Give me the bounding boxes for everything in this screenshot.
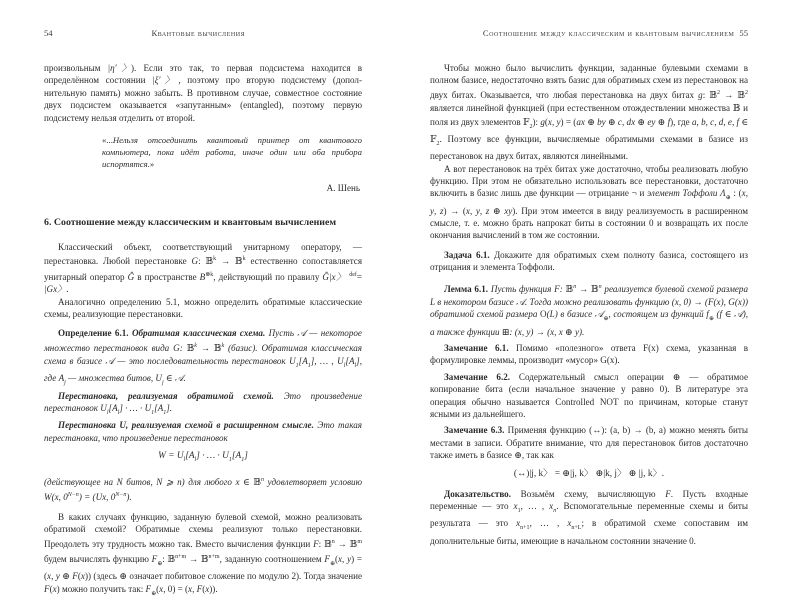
lemma-label: Лемма 6.1. bbox=[444, 283, 489, 294]
right-paragraph-2: А вот перестановок на трёх битах уже достаточно, чтобы реализовать любую функцию. При этом не обязательно использовать все перестановки, достаточно включить в базис лишь две функции — отрицание ¬ и элемент Тоффоли $\Lambda_\oplus$ : (x, y, z) → (x, y, z ⊕ xy). При этом имеется в виду реализуемость в расширенном смысле, т. е. можно брать напрокат биты в состоянии 0 и возвращать их после окончания вычислений в том же состоянии. bbox=[430, 163, 749, 241]
section-number: 6. bbox=[44, 216, 52, 228]
remark-2-label: Замечание 6.2. bbox=[444, 371, 511, 382]
proof-label: Доказательство. bbox=[444, 488, 512, 499]
remark-1-text: Помимо «полезного» ответа F(x) схема, указанная в формулировке леммы, производит «мусор» G(x). bbox=[430, 343, 748, 366]
definition-label: Определение 6.1. bbox=[58, 328, 129, 339]
remark-6-1 bbox=[430, 342, 748, 367]
epigraph bbox=[102, 134, 362, 194]
remark-3-text: Применяя функцию (↔): (a, b) → (b, a) можно менять биты местами в записи. Обратите внимание, что для перестановок битов достаточно также иметь в базисе ⊕, так как bbox=[430, 425, 748, 461]
spacer bbox=[44, 504, 362, 511]
spacer bbox=[430, 274, 748, 281]
remark-1-label: Замечание 6.1. bbox=[444, 343, 509, 354]
body-paragraph-3: В каких случаях функцию, заданную булевой схемой, можно реализовать обратимой схемой? Обратимые схемы реализуют только перестановки. Преодолеть эту трудность можно так. Вместо вычисления функции F: 𝔹$^n$ → 𝔹$^m$ будем вычислять функцию $F_\oplus$: 𝔹$^{n+m}$ → 𝔹$^{n+m}$, заданную соотношением $F_\oplus(x$, y) = (x, y ⊕ F(x)) (здесь ⊕ означает побитовое сложение по модулю 2). Тогда значение F(x) можно получить так: $F_\oplus(x$, 0) = (x, F(x)). bbox=[44, 511, 363, 597]
epigraph-text: Нельзя отсоединить квантовый принтер от квантового компьютера, пока идёт работа, иначе один или оба прибора испортятся. bbox=[102, 135, 362, 170]
spacer bbox=[430, 242, 748, 249]
subdefinition-2-lead: Перестановка U, реализуемая схемой в расширенном смысле. bbox=[58, 420, 314, 431]
body-paragraph-2: Аналогично определению 5.1, можно определить обратимые классические схемы, реализующие перестановки. bbox=[44, 296, 362, 319]
problem-6-1 bbox=[430, 249, 748, 274]
epigraph-close-quote: » bbox=[149, 159, 155, 170]
problem-text: Докажите для обратимых схем полноту базиса, состоящего из отрицания и элемента Тоффоли. bbox=[430, 249, 748, 273]
definition-6-1: Определение 6.1. Обратимая классическая схема. Пусть 𝒜 — некоторое множество перестановок вида G: 𝔹$^k$ → 𝔹$^k$ (базис). Обратимая классическая схема в базисе 𝒜 — это последовательность перестановок $U_1[A_1]$, … , $U_l[A_l]$, где $A_j$ — множества битов, $U_j$ ∈ 𝒜. bbox=[44, 328, 363, 387]
remark-6-3 bbox=[430, 424, 748, 461]
display-formula-W: $W = U_l[A_l]$ · … · $U_1[A_1]$ bbox=[158, 451, 248, 463]
left-running-title: Квантовые вычисления bbox=[151, 28, 246, 38]
definition-title: Обратимая классическая схема. bbox=[131, 328, 266, 339]
right-running-title: Соотношение между классическим и квантовым вычислением bbox=[482, 28, 735, 38]
right-paragraph-1: Чтобы можно было вычислить функции, заданные булевыми схемами в полном базисе, недостаточно взять базис для обратимых схем из перестановок на двух битах. Оказывается, что любая перестановка на двух битах g: 𝔹$^2$ → 𝔹$^2$ является линейной функцией (при естественном отождествлении множества 𝔹 и поля из двух элементов 𝔽$_2$): g(x, y) = (ax ⊕ by ⊕ c, dx ⊕ ey ⊕ f), где a, b, c, d, e, f ∈ 𝔽$_2$. Поэтому все функции, вычисляемые обратимыми схемами в базисе из перестановок на двух битах, являются линейными. bbox=[430, 63, 749, 162]
remark-2-text: Содержательный смысл операции ⊕ — обратимое копирование бита (если начальное значение y равно 0). В литературе эта операция обычно называется Controlled NOT по причинам, которые станут ясными из дальнейшего. bbox=[430, 371, 748, 420]
section-title: Соотношение между классическим и квантовым вычислением bbox=[53, 216, 337, 228]
body-paragraph-1: Классический объект, соответствующий унитарному оператору, — перестановка. Любой перестановке G: 𝔹$^k$ → 𝔹$^k$ естественно сопоставляется унитарный оператор Ĝ в пространстве $B^{\otimes k}$, действующий по правилу Ĝ|x〉 $^{def}$= |Gx〉. bbox=[44, 241, 363, 295]
left-paragraph-continuation: произвольным |η′〉). Если это так, то первая подсистема находится в определённом состоянии |ξ′〉, поэтому про вторую подсистему (дополнительную память) можно забыть. В противном случае, совместное состояние двух подсистем оказывается «запутанным» (entangled), поэтому первую подсистему нельзя отделить от второй. bbox=[44, 63, 362, 123]
proof-block bbox=[430, 488, 748, 547]
right-folio: 55 bbox=[739, 28, 748, 38]
proof-text: Возьмём схему, вычисляющую F. Пусть входные переменные — это $x_1$, … , $x_n$. Вспомогательные переменные схемы и биты результата — это $x_{n+1}$, … , $x_{n+L}$; в обратимой схеме сопоставим им дополнительные биты, имеющие в начальном состоянии значение 0. bbox=[430, 488, 749, 546]
section-heading bbox=[44, 216, 362, 230]
problem-label: Задача 6.1. bbox=[444, 249, 490, 260]
right-page bbox=[396, 0, 792, 612]
remark-3-label: Замечание 6.3. bbox=[444, 425, 505, 436]
left-running-head bbox=[44, 28, 362, 42]
epigraph-signature: А. Шень bbox=[326, 182, 360, 193]
lemma-6-1: Лемма 6.1. Пусть функция F: 𝔹$^n$ → 𝔹$^n$ реализуется булевой схемой размера L в некотором базисе 𝒜. Тогда можно реализовать функцию (x, 0) → (F(x), G(x)) обратимой схемой размера O(L) в базисе 𝒜$_\oplus$, состоящем из функций $f_\oplus$ (f ∈ 𝒜), а также функции ⊞: (x, y) → (x, x ⊕ y). bbox=[430, 283, 749, 337]
subdefinition-permutation-by-reversible-circuit: Перестановка, реализуемая обратимой схемой. Это произведение перестановок $U_l[A_l]$ · … · $U_1[A_1]$. bbox=[44, 390, 362, 416]
remark-6-2 bbox=[430, 371, 748, 421]
display-formula-swap: (↔)|j, k〉 = ⊕|j, k〉 ⊕|k, j〉 ⊕ |j, k〉. bbox=[513, 468, 665, 479]
left-folio: 54 bbox=[44, 28, 53, 38]
spacer bbox=[44, 320, 362, 327]
right-running-head bbox=[430, 28, 748, 42]
subdefinition-2-continuation: (действующее на N битов, N ⩾ n) для любого x ∈ 𝔹$^n$ удовлетворяет условию W(x, $0^{N-n}) = (Ux$, $0^{N-n}$). bbox=[44, 476, 362, 503]
subdefinition-permutation-extended-sense: Перестановка U, реализуемая схемой в расширенном смысле. Это такая перестановка, что произведение перестановок bbox=[44, 420, 362, 443]
subdefinition-1-lead: Перестановка, реализуемая обратимой схемой. bbox=[58, 390, 274, 401]
epigraph-open-quote: «... bbox=[102, 135, 113, 146]
